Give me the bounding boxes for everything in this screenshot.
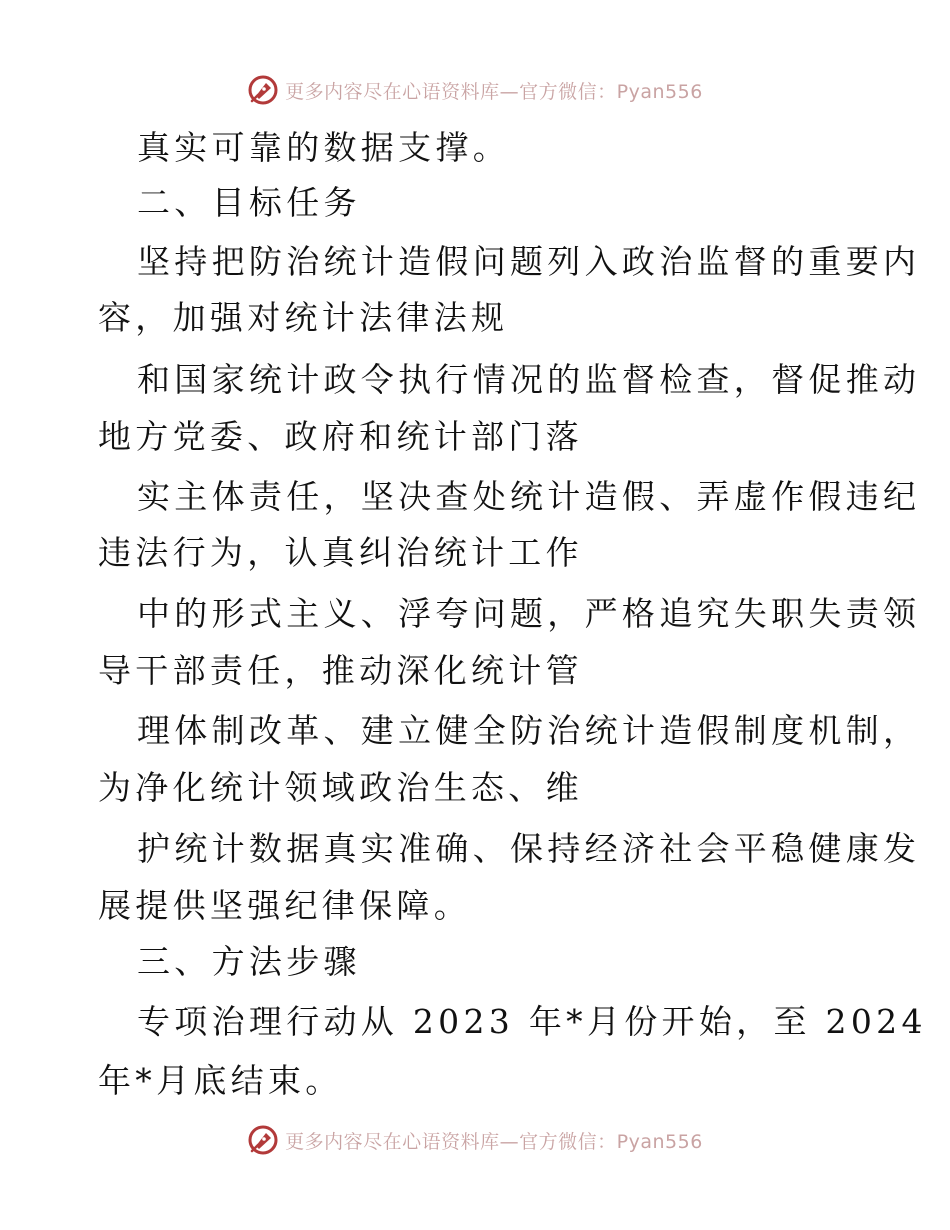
text-line: 和国家统计政令执行情况的监督检查，督促推动: [137, 360, 921, 399]
text-line: 实主体责任，坚决查处统计造假、弄虚作假违纪: [137, 477, 921, 516]
footer-watermark: [0, 1120, 950, 1160]
text-line: 容，加强对统计法律法规: [98, 298, 509, 337]
text-line: 坚持把防治统计造假问题列入政治监督的重要内: [137, 242, 921, 281]
text-line: 导干部责任，推动深化统计管: [98, 651, 583, 690]
text-line: 为净化统计领域政治生态、维: [98, 768, 583, 807]
text-line: 年*月底结束。: [98, 1061, 343, 1100]
header-watermark: [0, 70, 950, 110]
pen-nib-circle-icon: [247, 74, 279, 106]
section-heading: 二、目标任务: [137, 183, 361, 222]
pen-nib-circle-icon: [247, 1124, 279, 1156]
text-line: 真实可靠的数据支撑。: [137, 128, 510, 167]
text-line: 地方党委、政府和统计部门落: [98, 417, 583, 456]
text-line: 专项治理行动从 2023 年*月份开始，至 2024: [137, 1002, 927, 1041]
section-heading: 三、方法步骤: [137, 942, 361, 981]
text-line: 理体制改革、建立健全防治统计造假制度机制，: [137, 711, 921, 750]
text-line: 护统计数据真实准确、保持经济社会平稳健康发: [137, 829, 921, 868]
text-line: 展提供坚强纪律保障。: [98, 886, 471, 925]
text-line: 中的形式主义、浮夸问题，严格追究失职失责领: [137, 594, 921, 633]
header-watermark-text: 更多内容尽在心语资料库—官方微信：Pyan556: [285, 80, 703, 103]
footer-watermark-text: 更多内容尽在心语资料库—官方微信：Pyan556: [285, 1130, 703, 1153]
text-line: 违法行为，认真纠治统计工作: [98, 533, 583, 572]
